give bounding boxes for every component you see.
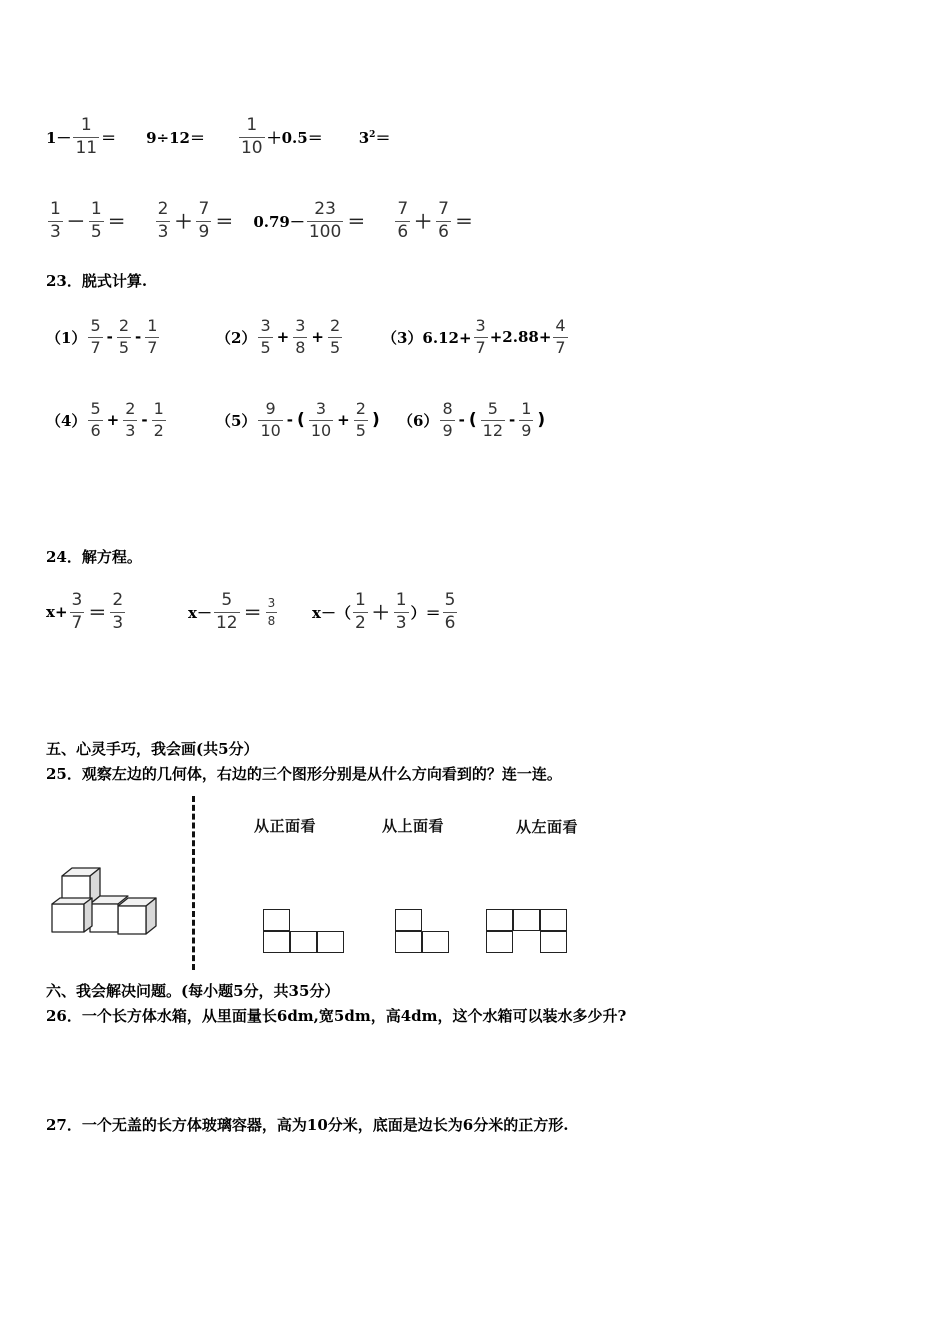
calc-1-prefix: 1－ [46,128,72,147]
fraction: $\frac{2}{3}$ [157,198,169,242]
calc-row-2: $\frac{1}{3}$ － $\frac{1}{5}$ ＝ $\frac{2}{3}$ ＋ $\frac{7}{9}$ ＝ 0.79－ $\frac{23}{100}$ ＝ $\frac{7}{6}$ ＋ $\frac{7}{6}$ ＝ [50,198,473,242]
dashed-divider [192,796,195,970]
q25-text: 25．观察左边的几何体，右边的三个图形分别是从什么方向看到的？连一连。 [46,765,562,783]
q23-problem-4: （4） $\frac{5}{6}$ + $\frac{2}{3}$ - $\frac{1}{2}$ [46,398,164,440]
fraction: $\frac{23}{100}$ [308,198,342,242]
q23-title: 23．脱式计算. [46,272,148,290]
q23-problem-6: （6） $\frac{8}{9}$ - ( $\frac{5}{12}$ - $\frac{1}{9}$ ) [398,398,546,440]
q24-equation-2: x－ $\frac{5}{12}$ ＝ $\frac{3}{8}$ [188,589,276,633]
section-6-title: 六、我会解决问题。(每小题5分，共35分） [46,982,340,1000]
q24-equation-3: x－（ $\frac{1}{2}$ ＋ $\frac{1}{3}$ ）＝ $\frac{5}{6}$ [312,589,456,633]
fraction: $\frac{7}{9}$ [198,198,210,242]
q27-text: 27．一个无盖的长方体玻璃容器，高为10分米，底面是边长为6分米的正方形. [46,1116,569,1134]
equals: ＝ [101,128,117,147]
view-shape-3[interactable] [486,909,568,955]
q24-equation-1: x+ $\frac{3}{7}$ ＝ $\frac{2}{3}$ [46,589,124,633]
view-shape-1[interactable] [263,909,345,955]
view-label-left: 从左面看 [516,818,579,836]
view-label-top: 从上面看 [382,817,445,835]
calc-row-1 [46,100,390,174]
fraction: $\frac{1}{5}$ [90,198,102,242]
view-label-front: 从正面看 [254,817,317,835]
geometric-solid-figure [48,862,168,936]
calc-2: 9÷12＝ [146,128,205,147]
q26-text: 26．一个长方体水箱，从里面量长6dm,宽5dm，高4dm，这个水箱可以装水多少升? [46,1007,627,1025]
q23-problem-3: （3）6.12+ $\frac{3}{7}$ +2.88+ $\frac{4}{7}$ [382,315,566,357]
fraction: $\frac{1}{11}$ [75,114,98,158]
calc-3-suffix: ＋0.5＝ [266,128,323,147]
fraction: $\frac{1}{10}$ [240,114,263,158]
q23-problem-2: （2） $\frac{3}{5}$ + $\frac{3}{8}$ + $\frac{2}{5}$ [216,315,341,357]
view-shape-2[interactable] [395,909,449,955]
fraction: $\frac{7}{6}$ [397,198,409,242]
fraction: $\frac{1}{3}$ [50,198,61,242]
calc-prefix: 0.79－ [253,212,305,231]
calc-4: $3^2=$ [358,128,391,147]
q23-problem-1: （1） $\frac{5}{7}$ - $\frac{2}{5}$ - $\frac{1}{7}$ [46,315,158,357]
q23-problem-5: （5） $\frac{9}{10}$ - ( $\frac{3}{10}$ + $\frac{2}{5}$ ) [216,398,380,440]
fraction: $\frac{7}{6}$ [438,198,449,242]
q24-title: 24．解方程。 [46,548,142,566]
section-5-title: 五、心灵手巧，我会画(共5分） [46,740,259,758]
